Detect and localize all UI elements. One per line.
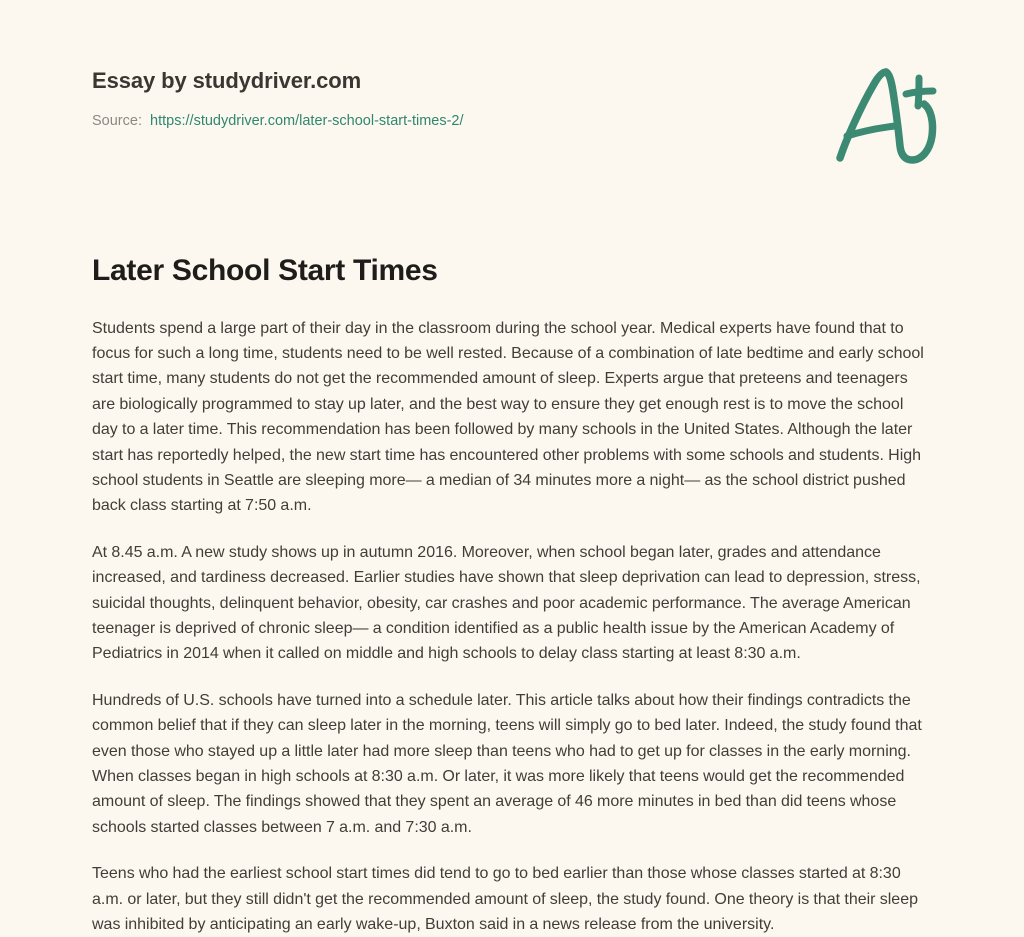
brand-title: Essay by studydriver.com bbox=[92, 68, 944, 94]
article-paragraph: Teens who had the earliest school start times did tend to go to bed earlier than those whose classes started at 8:30 a.m. or later, but they still didn't get the recommended amount of sleep, the study found. One theory is that their sleep was inhibited by anticipating an early wake-up, Buxton said in a news release from the university. bbox=[92, 861, 932, 937]
article-paragraph: At 8.45 a.m. A new study shows up in autumn 2016. Moreover, when school began later, grades and attendance increased, and tardiness decreased. Earlier studies have shown that sleep deprivation can lead to depression, stress, suicidal thoughts, delinquent behavior, obesity, car crashes and poor academic performance. The average American teenager is deprived of chronic sleep— a condition identified as a public health issue by the American Academy of Pediatrics in 2014 when it called on middle and high schools to delay class starting at least 8:30 a.m. bbox=[92, 540, 932, 667]
source-line bbox=[92, 113, 944, 130]
a-plus-logo-glyph bbox=[826, 60, 946, 170]
source-url-link[interactable]: https://studydriver.com/later-school-start-times-2/ bbox=[150, 113, 463, 129]
document-header bbox=[92, 68, 944, 178]
page-title: Later School Start Times bbox=[92, 252, 932, 290]
a-plus-logo-icon bbox=[826, 60, 946, 170]
source-label: Source: bbox=[92, 113, 142, 129]
article-paragraph: Hundreds of U.S. schools have turned into a schedule later. This article talks about how their findings contradicts the common belief that if they can sleep later in the morning, teens will simply go to bed later. Indeed, the study found that even those who stayed up a little later had more sleep than teens who had to get up for classes in the early morning. When classes began in high schools at 8:30 a.m. Or later, it was more likely that teens would get the recommended amount of sleep. The findings showed that they spent an average of 46 more minutes in bed than did teens whose schools started classes between 7 a.m. and 7:30 a.m. bbox=[92, 688, 932, 840]
article-paragraph: Students spend a large part of their day in the classroom during the school year. Medical experts have found that to focus for such a long time, students need to be well rested. Because of a combination of late bedtime and early school start time, many students do not get the recommended amount of sleep. Experts argue that preteens and teenagers are biologically programmed to stay up later, and the best way to ensure they get enough rest is to move the school day to a later time. This recommendation has been followed by many schools in the United States. Although the later start has reportedly helped, the new start time has encountered other problems with some schools and students. High school students in Seattle are sleeping more— a median of 34 minutes more a night— as the school district pushed back class starting at 7:50 a.m. bbox=[92, 316, 932, 519]
article-body bbox=[92, 316, 932, 937]
article bbox=[92, 252, 932, 937]
